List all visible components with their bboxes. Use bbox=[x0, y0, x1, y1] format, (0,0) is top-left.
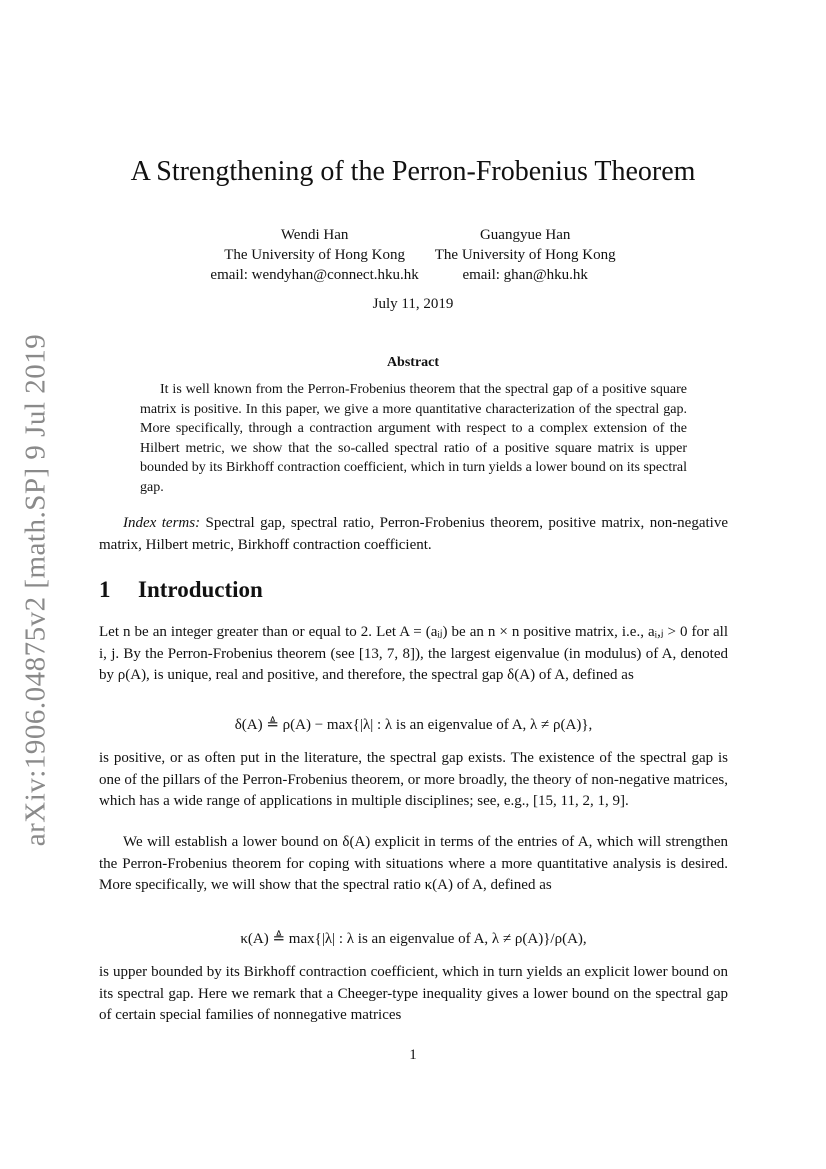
author-block bbox=[0, 225, 826, 285]
equation-spectral-gap: δ(A) ≜ ρ(A) − max{|λ| : λ is an eigenvalue of A, λ ≠ ρ(A)}, bbox=[234, 717, 593, 733]
author-affiliation: The University of Hong Kong bbox=[434, 247, 616, 263]
author-email: email: ghan@hku.hk bbox=[462, 267, 588, 283]
author-name: Wendi Han bbox=[280, 227, 349, 243]
section-title: Introduction bbox=[138, 577, 263, 602]
page-number: 1 bbox=[409, 1047, 417, 1063]
abstract-body: It is well known from the Perron-Frobenius theorem that the spectral gap of a positive square matrix is positive. In this paper, we give a more quantitative characterization of the spectral gap. More specifically, through a contraction argument with respect to a complex extension of the Hilbert metric, we show that the so-called spectral ratio of a positive square matrix is upper bounded by its Birkhoff contraction coefficient, which in turn yields a lower bound on its spectral gap. bbox=[140, 382, 687, 495]
index-terms bbox=[99, 513, 728, 556]
section-number: 1 bbox=[99, 577, 111, 602]
arxiv-identifier-text: arXiv:1906.04875v2 [math.SP] 9 Jul 2019 bbox=[19, 333, 52, 847]
abstract-heading: Abstract bbox=[386, 355, 440, 370]
index-terms-text: Spectral gap, spectral ratio, Perron-Frobenius theorem, positive matrix, non-negative matrix, Hilbert metric, Birkhoff contraction coefficient. bbox=[99, 515, 728, 553]
intro-paragraph-2: is positive, or as often put in the literature, the spectral gap exists. The existence of the spectral gap is one of the pillars of the Perron-Frobenius theorem, or more broadly, the theory of non-negative matrices, which has a wide range of applications in multiple disciplines; see, e.g., [15, 11, 2, 1, 9]. bbox=[99, 750, 728, 810]
author-email: email: wendyhan@connect.hku.hk bbox=[210, 267, 419, 283]
publication-date: July 11, 2019 bbox=[372, 296, 454, 312]
author-name: Guangyue Han bbox=[479, 227, 571, 243]
arxiv-identifier-stamp bbox=[6, 333, 66, 847]
paper-title: A Strengthening of the Perron-Frobenius Theorem bbox=[130, 156, 696, 187]
author-1 bbox=[210, 225, 418, 285]
intro-paragraph-3: We will establish a lower bound on δ(A) explicit in terms of the entries of A, which will strengthen the Perron-Frobenius theorem for coping with situations where a more quantitative analysis is desired. More specifically, we will show that the spectral ratio κ(A) of A, defined as bbox=[99, 834, 728, 894]
section-heading bbox=[99, 577, 263, 603]
intro-paragraph-1: Let n be an integer greater than or equal to 2. Let A = (aᵢⱼ) be an n × n positive matrix, i.e., aᵢ,ⱼ > 0 for all i, j. By the Perron-Frobenius theorem (see [13, 7, 8]), the largest eigenvalue (in modulus) of A, denoted by ρ(A), is unique, real and positive, and therefore, the spectral gap δ(A) of A, defined as bbox=[99, 624, 728, 684]
equation-spectral-ratio: κ(A) ≜ max{|λ| : λ is an eigenvalue of A, λ ≠ ρ(A)}/ρ(A), bbox=[240, 931, 587, 947]
intro-paragraph-4: is upper bounded by its Birkhoff contraction coefficient, which in turn yields an explicit lower bound on its spectral gap. Here we remark that a Cheeger-type inequality gives a lower bound on the spectral gap of certain special families of nonnegative matrices bbox=[99, 964, 728, 1024]
author-affiliation: The University of Hong Kong bbox=[224, 247, 405, 263]
author-2 bbox=[435, 225, 616, 285]
index-terms-lead: Index terms: bbox=[123, 515, 201, 531]
